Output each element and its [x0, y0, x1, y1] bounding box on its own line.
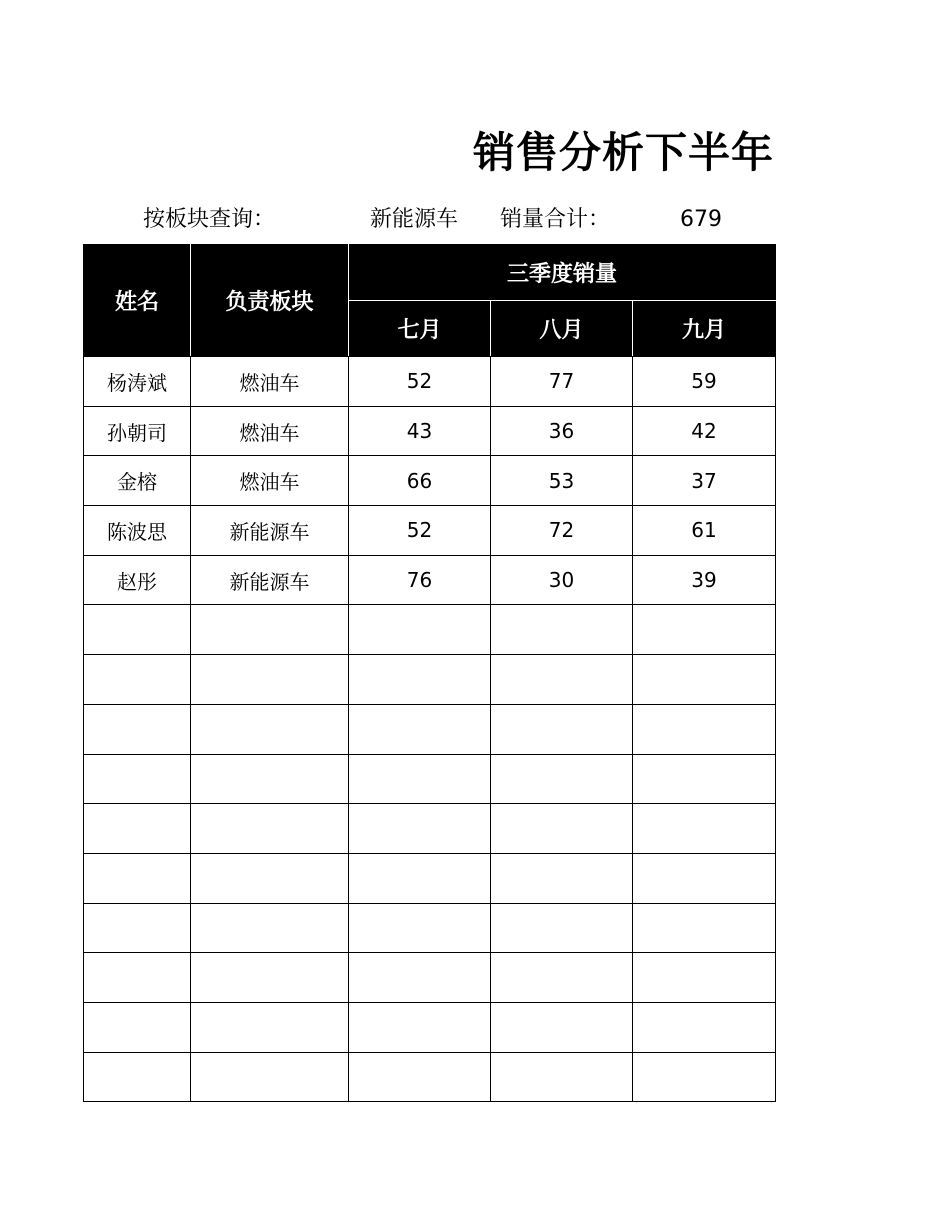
july-cell[interactable]: 52 — [349, 357, 491, 407]
september-cell[interactable]: 42 — [633, 406, 776, 456]
august-cell[interactable]: 36 — [491, 406, 633, 456]
august-cell[interactable] — [491, 853, 633, 903]
section-cell[interactable]: 燃油车 — [191, 357, 349, 407]
july-cell[interactable] — [349, 754, 491, 804]
august-cell[interactable] — [491, 953, 633, 1003]
september-cell[interactable] — [633, 605, 776, 655]
july-cell[interactable] — [349, 1002, 491, 1052]
august-cell[interactable]: 72 — [491, 506, 633, 556]
july-cell[interactable] — [349, 1052, 491, 1102]
section-cell[interactable] — [191, 903, 349, 953]
sum-label: 销量合计： — [500, 207, 611, 232]
page-title: 销售分析下半年 — [473, 128, 775, 177]
august-cell[interactable]: 77 — [491, 357, 633, 407]
header-september[interactable]: 九月 — [633, 301, 776, 357]
name-cell[interactable] — [84, 655, 191, 705]
name-cell[interactable] — [84, 1052, 191, 1102]
september-cell[interactable] — [633, 655, 776, 705]
july-cell[interactable] — [349, 853, 491, 903]
september-cell[interactable] — [633, 754, 776, 804]
section-cell[interactable] — [191, 804, 349, 854]
august-cell[interactable] — [491, 903, 633, 953]
table-row — [84, 1002, 776, 1052]
section-cell[interactable]: 燃油车 — [191, 456, 349, 506]
july-cell[interactable]: 43 — [349, 406, 491, 456]
september-cell[interactable] — [633, 953, 776, 1003]
july-cell[interactable] — [349, 953, 491, 1003]
july-cell[interactable] — [349, 903, 491, 953]
section-cell[interactable]: 燃油车 — [191, 406, 349, 456]
september-cell[interactable]: 59 — [633, 357, 776, 407]
july-cell[interactable] — [349, 804, 491, 854]
august-cell[interactable] — [491, 1052, 633, 1102]
table-row — [84, 357, 776, 407]
september-cell[interactable] — [633, 704, 776, 754]
name-cell[interactable] — [84, 853, 191, 903]
section-cell[interactable] — [191, 655, 349, 705]
july-cell[interactable]: 76 — [349, 555, 491, 605]
table-row — [84, 903, 776, 953]
table-row — [84, 853, 776, 903]
header-august[interactable]: 八月 — [491, 301, 633, 357]
header-name[interactable]: 姓名 — [84, 245, 191, 357]
table-row — [84, 655, 776, 705]
august-cell[interactable] — [491, 605, 633, 655]
section-cell[interactable] — [191, 1052, 349, 1102]
table-body — [84, 357, 776, 1102]
august-cell[interactable] — [491, 655, 633, 705]
september-cell[interactable] — [633, 853, 776, 903]
section-cell[interactable] — [191, 853, 349, 903]
july-cell[interactable] — [349, 704, 491, 754]
name-cell[interactable] — [84, 953, 191, 1003]
july-cell[interactable]: 52 — [349, 506, 491, 556]
filter-value-cell[interactable]: 新能源车 — [370, 207, 459, 232]
september-cell[interactable] — [633, 1002, 776, 1052]
name-cell[interactable] — [84, 754, 191, 804]
sales-table — [83, 244, 776, 1102]
september-cell[interactable] — [633, 1052, 776, 1102]
table-row — [84, 704, 776, 754]
table-row — [84, 555, 776, 605]
july-cell[interactable]: 66 — [349, 456, 491, 506]
august-cell[interactable] — [491, 804, 633, 854]
name-cell[interactable] — [84, 903, 191, 953]
august-cell[interactable]: 53 — [491, 456, 633, 506]
august-cell[interactable] — [491, 704, 633, 754]
august-cell[interactable]: 30 — [491, 555, 633, 605]
name-cell[interactable] — [84, 1002, 191, 1052]
july-cell[interactable] — [349, 605, 491, 655]
table-row — [84, 605, 776, 655]
september-cell[interactable]: 37 — [633, 456, 776, 506]
name-cell[interactable]: 陈波思 — [84, 506, 191, 556]
table-row — [84, 406, 776, 456]
sum-value: 679 — [680, 207, 722, 232]
name-cell[interactable]: 金榕 — [84, 456, 191, 506]
august-cell[interactable] — [491, 754, 633, 804]
header-section[interactable]: 负责板块 — [191, 245, 349, 357]
header-q3-sales[interactable]: 三季度销量 — [349, 245, 776, 301]
section-cell[interactable] — [191, 704, 349, 754]
august-cell[interactable] — [491, 1002, 633, 1052]
table-row — [84, 506, 776, 556]
table-row — [84, 804, 776, 854]
september-cell[interactable]: 61 — [633, 506, 776, 556]
section-cell[interactable]: 新能源车 — [191, 555, 349, 605]
july-cell[interactable] — [349, 655, 491, 705]
name-cell[interactable] — [84, 704, 191, 754]
section-cell[interactable] — [191, 605, 349, 655]
name-cell[interactable] — [84, 804, 191, 854]
september-cell[interactable] — [633, 903, 776, 953]
section-cell[interactable] — [191, 754, 349, 804]
september-cell[interactable]: 39 — [633, 555, 776, 605]
filter-label: 按板块查询： — [143, 207, 276, 232]
table-row — [84, 1052, 776, 1102]
name-cell[interactable]: 赵彤 — [84, 555, 191, 605]
table-row — [84, 953, 776, 1003]
table-row — [84, 754, 776, 804]
name-cell[interactable] — [84, 605, 191, 655]
name-cell[interactable]: 杨涛斌 — [84, 357, 191, 407]
section-cell[interactable] — [191, 1002, 349, 1052]
table-row — [84, 456, 776, 506]
section-cell[interactable]: 新能源车 — [191, 506, 349, 556]
header-july[interactable]: 七月 — [349, 301, 491, 357]
september-cell[interactable] — [633, 804, 776, 854]
name-cell[interactable]: 孙朝司 — [84, 406, 191, 456]
section-cell[interactable] — [191, 953, 349, 1003]
